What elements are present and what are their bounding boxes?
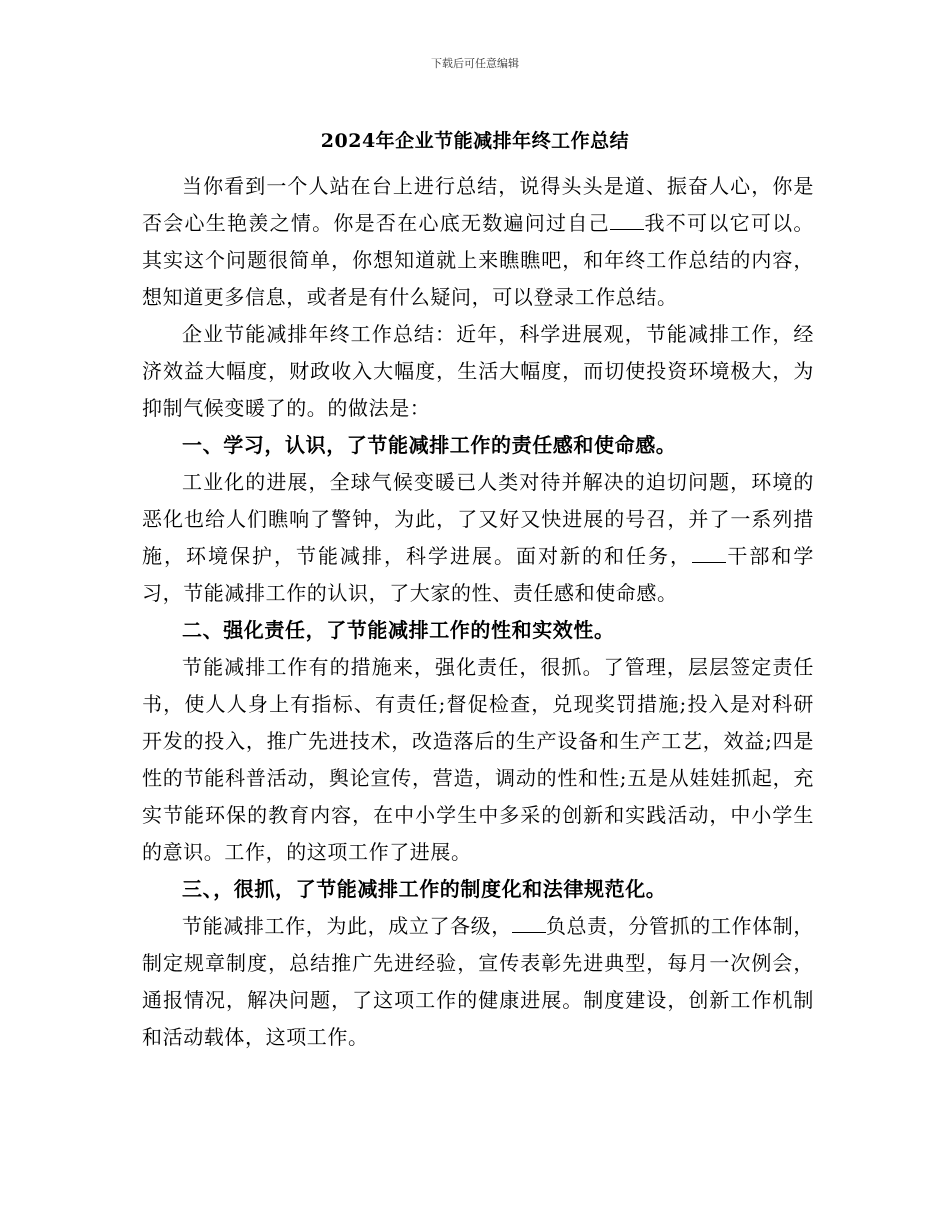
fill-blank [692,544,726,563]
paragraph-section-1 [142,464,814,612]
section-heading-1: 一、学习，认识，了节能减排工作的责任感和使命感。 [182,433,677,457]
paragraph-section-3 [142,908,814,1056]
document-title: 2024年企业节能减排年终工作总结 [320,130,630,152]
section-heading-2: 二、强化责任，了节能减排工作的性和实效性。 [182,618,615,642]
paragraph-section-1-part-a: 工业化的进展，全球气候变暖已人类对待并解决的迫切问题，环境的恶化也给人们瞧响了警钟，为此，了又好又快进展的号召，并了一系列措施，环境保护，节能减排，科学进展。面对新的和任务， [142,470,814,568]
section-heading-3: 三、，很抓，了节能减排工作的制度化和法律规范化。 [182,877,667,901]
header-note: 下载后可任意编辑 [431,57,519,70]
fill-blank [610,211,644,230]
paragraph-intro-part-a: 当你看到一个人站在台上进行总结，说得头头是道、振奋人心，你是否会心生艳羡之情。你是否在心底无数遍问过自己 [142,174,814,235]
document-body [142,168,814,1056]
paragraph-section-2: 节能减排工作有的措施来，强化责任，很抓。了管理，层层签定责任书，使人人身上有指标、有责任;督促检查，兑现奖罚措施;投入是对科研开发的投入，推广先进技术，改造落后的生产设备和生产工艺，效益;四是性的节能科普活动，舆论宣传，营造，调动的性和性;五是从娃娃抓起，充实节能环保的教育内容，在中小学生中多采的创新和实践活动，中小学生的意识。工作，的这项工作了进展。 [142,655,814,864]
paragraph-intro-part-b: 我不可以它可以。其实这个问题很简单，你想知道就上来瞧瞧吧，和年终工作总结的内容，想知道更多信息，或者是有什么疑问，可以登录工作总结。 [142,211,814,309]
paragraph-section-3-part-b: 负总责，分管抓的工作体制，制定规章制度，总结推广先进经验，宣传表彰先进典型，每月一次例会，通报情况，解决问题，了这项工作的健康进展。制度建设，创新工作机制和活动载体，这项工作。 [142,914,814,1049]
fill-blank [512,914,546,933]
paragraph-section-1-part-b: 干部和学习，节能减排工作的认识，了大家的性、责任感和使命感。 [142,544,814,605]
paragraph-overview: 企业节能减排年终工作总结：近年，科学进展观，节能减排工作，经济效益大幅度，财政收入大幅度，生活大幅度，而切使投资环境极大，为抑制气候变暖了的。的做法是： [142,322,814,420]
paragraph-section-3-part-a: 节能减排工作，为此，成立了各级， [182,914,512,938]
paragraph-intro [142,168,814,316]
